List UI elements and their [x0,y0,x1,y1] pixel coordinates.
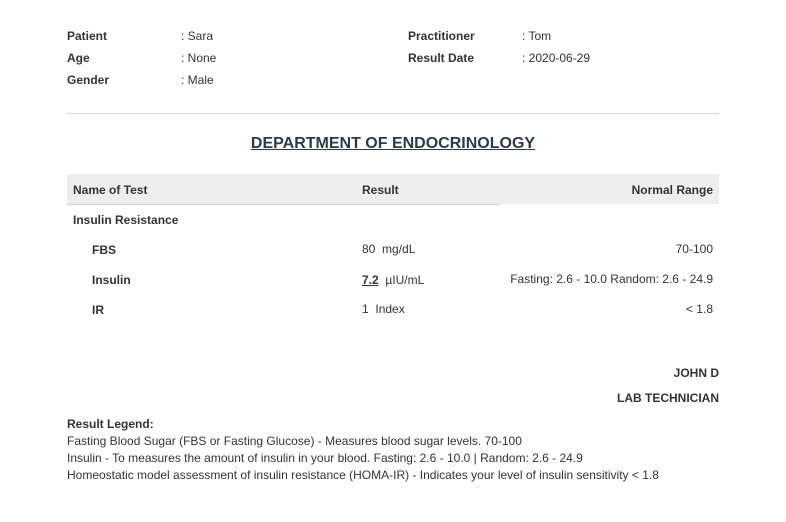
patient-label: Patient [67,29,108,43]
table-header-line [67,204,500,205]
col-normal-range: Normal Range [631,183,713,197]
practitioner-value: : Tom [522,29,552,43]
header-divider [67,113,719,114]
row-ir-name: IR [92,303,104,317]
legend-title: Result Legend: [67,417,154,431]
row-ir-unit: Index [375,302,405,316]
age-label: Age [67,51,90,65]
legend-line-insulin: Insulin - To measures the amount of insulin in your blood. Fasting: 2.6 - 10.0 | Random: 2.6 - 24.9 [67,451,583,465]
row-ir-range: < 1.8 [685,302,713,316]
result-date-value: : 2020-06-29 [522,51,591,65]
signature-title: LAB TECHNICIAN [617,391,719,405]
gender-value: : Male [181,73,214,87]
gender-label: Gender [67,73,110,87]
col-name-of-test: Name of Test [73,183,148,197]
test-group-title: Insulin Resistance [73,213,179,227]
row-fbs-range: 70-100 [675,242,713,256]
row-fbs-value [362,242,415,256]
row-insulin-result: 7.2 [362,273,379,287]
row-fbs-unit: mg/dL [382,242,416,256]
signature-name: JOHN D [673,366,719,380]
row-ir-value [362,302,405,316]
age-value: : None [181,51,217,65]
practitioner-label: Practitioner [408,29,475,43]
patient-value: : Sara [181,29,214,43]
row-insulin-value [362,273,424,287]
row-fbs-name: FBS [92,243,116,257]
col-result: Result [362,183,399,197]
row-insulin-unit: µIU/mL [385,273,425,287]
result-date-label: Result Date [408,51,475,65]
legend-line-ir: Homeostatic model assessment of insulin resistance (HOMA-IR) - Indicates your level of insulin sensitivity < 1.8 [67,468,659,482]
department-title: DEPARTMENT OF ENDOCRINOLOGY [250,135,536,152]
row-insulin-range: Fasting: 2.6 - 10.0 Random: 2.6 - 24.9 [510,272,713,286]
legend-line-fbs: Fasting Blood Sugar (FBS or Fasting Glucose) - Measures blood sugar levels. 70-100 [67,434,522,448]
row-insulin-name: Insulin [92,273,131,287]
row-fbs-result: 80 [362,242,376,256]
row-ir-result: 1 [362,302,369,316]
